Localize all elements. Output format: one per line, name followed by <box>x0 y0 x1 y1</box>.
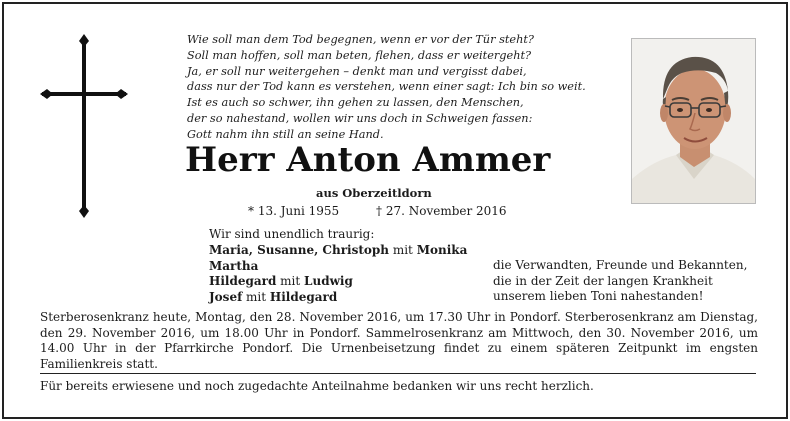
portrait-photo <box>631 38 756 204</box>
cross-icon <box>40 34 128 218</box>
other-mourners-line: unserem lieben Toni nahestanden! <box>493 289 704 303</box>
family-conjunction: mit <box>389 243 417 257</box>
family-conjunction: mit <box>242 289 270 304</box>
death-date: † 27. November 2016 <box>376 204 507 218</box>
thanks-note: Für bereits erwiesene und noch zugedachte Anteilnahme bedanken wir uns recht herzlich. <box>40 379 594 393</box>
birth-date: * 13. Juni 1955 <box>248 204 340 218</box>
other-mourners-line: die in der Zeit der langen Krankheit <box>493 273 713 288</box>
poem-line: Gott nahm ihn still an seine Hand. <box>187 127 384 141</box>
family-names: Maria, Susanne, Christoph <box>209 243 390 257</box>
family-line <box>209 274 467 290</box>
other-mourners <box>493 258 747 305</box>
poem <box>187 32 617 143</box>
family-names: Josef <box>209 289 243 304</box>
family-names: Hildegard <box>269 289 338 304</box>
family-line <box>209 243 467 259</box>
divider <box>40 373 756 374</box>
poem-line: Ist es auch so schwer, ihn gehen zu lassen, den Menschen, <box>187 96 524 110</box>
family-names: Martha <box>209 258 259 273</box>
poem-line: der so nahestand, wollen wir uns doch in Schweigen fassen: <box>187 111 533 125</box>
family-line <box>209 259 467 275</box>
family-names: Monika <box>416 243 468 257</box>
other-mourners-line: die Verwandten, Freunde und Bekannten, <box>493 258 748 272</box>
family-conjunction: mit <box>276 274 305 288</box>
family-names: Ludwig <box>304 274 353 288</box>
service-information: Sterberosenkranz heute, Montag, den 28. November 2016, um 17.30 Uhr in Pondorf. Sterberosenkranz am Dienstag, den 29. November 2016, um 18.00 Uhr in Pondorf. Sammelrosenkranz am Mittwoch, den 30. November 2016, um 14.00 Uhr in der Pfarrkirche Pondorf. Die Urnenbeisetzung findet zu einem späteren Zeitpunkt im engsten Familienkreis statt. <box>40 310 758 371</box>
deceased-origin: aus Oberzeitldorn <box>316 186 432 200</box>
poem-line: Soll man hoffen, soll man beten, flehen, dass er weitergeht? <box>187 48 532 62</box>
mourners-intro: Wir sind unendlich traurig: <box>209 227 375 241</box>
poem-line: Ja, er soll nur weitergehen – denkt man und vergisst dabei, <box>187 64 527 78</box>
poem-line: dass nur der Tod kann es verstehen, wenn einer sagt: Ich bin so weit. <box>187 80 586 94</box>
poem-line: Wie soll man dem Tod begegnen, wenn er vor der Tür steht? <box>187 33 534 46</box>
obituary-notice <box>2 2 788 419</box>
family-line <box>209 290 467 306</box>
family-names: Hildegard <box>209 274 277 288</box>
family-list <box>209 243 467 305</box>
deceased-name: Herr Anton Ammer <box>185 140 551 180</box>
